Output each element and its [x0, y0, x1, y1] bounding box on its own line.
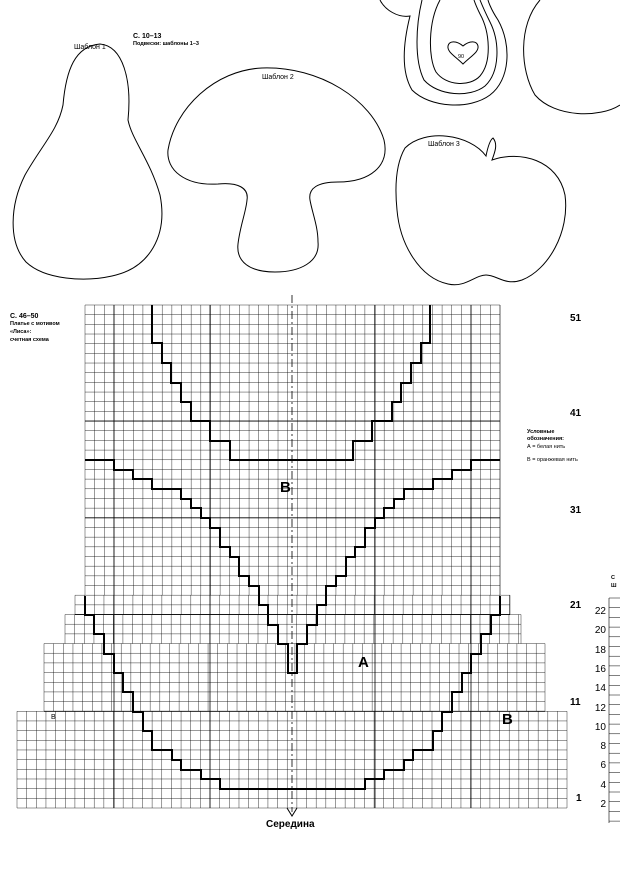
legend-title-line-1: Условные [527, 429, 555, 435]
area-label-b-top: B [280, 479, 291, 496]
pattern-3-apple-outline [396, 136, 566, 285]
right-axis-label: 16 [594, 663, 606, 675]
pattern-1-label: Шаблон 1 [74, 44, 106, 51]
row-label-31: 31 [570, 505, 582, 516]
motif-bottom-boundary [85, 596, 500, 789]
right-axis-label: 4 [600, 779, 606, 791]
motif-v-boundary [85, 460, 500, 673]
area-label-b-right: B [502, 711, 513, 728]
middle-label: Середина [266, 819, 315, 830]
pattern-3-label: Шаблон 3 [428, 141, 460, 148]
pattern-2-label: Шаблон 2 [262, 74, 294, 81]
right-axis-label: 2 [600, 799, 606, 810]
right-chart-heading-1: С [611, 575, 615, 581]
heart-outline [448, 42, 478, 64]
chart-description-line-3: счетная схема [10, 337, 49, 343]
patterns-subheading: Подвески: шаблоны 1–3 [133, 41, 199, 47]
pattern-2-mushroom-outline [168, 68, 385, 272]
right-axis-label: 18 [594, 644, 606, 656]
right-chart-heading-2: Ш [611, 583, 617, 589]
right-axis-label: 20 [594, 625, 606, 637]
right-axis-label: 12 [594, 702, 606, 714]
chart-description-line-2: «Лиса»: [10, 329, 32, 335]
partial-pear-outline-middle [417, 0, 497, 94]
row-label-21: 21 [570, 600, 582, 611]
right-axis-label: 10 [594, 721, 606, 733]
area-label-b-left: B [51, 714, 56, 721]
partial-shape-right-edge [524, 0, 620, 114]
row-label-11: 11 [570, 697, 581, 708]
legend-title-line-2: обозначения: [527, 436, 565, 442]
patterns-heading: С. 10–13 [133, 33, 162, 40]
right-axis-label: 14 [594, 683, 606, 695]
chart-heading: С. 46–50 [10, 313, 39, 320]
area-label-a-center: A [358, 654, 369, 671]
right-axis-label: 6 [600, 760, 606, 772]
legend-b: В = оранжевая нить [527, 457, 578, 463]
right-chart-grid [609, 598, 620, 823]
row-label-1: 1 [576, 793, 582, 804]
pattern-1-pear-outline [13, 44, 162, 279]
heart-number: 90 [458, 54, 465, 60]
right-axis-label: 22 [594, 606, 606, 617]
row-label-51: 51 [570, 313, 582, 324]
row-label-41: 41 [570, 408, 582, 419]
partial-pear-outline-inner [430, 0, 488, 83]
chart-description-line-1: Платье с мотивом [10, 321, 60, 327]
legend-a: А = белая нить [527, 444, 566, 450]
right-axis-label: 8 [600, 741, 606, 753]
